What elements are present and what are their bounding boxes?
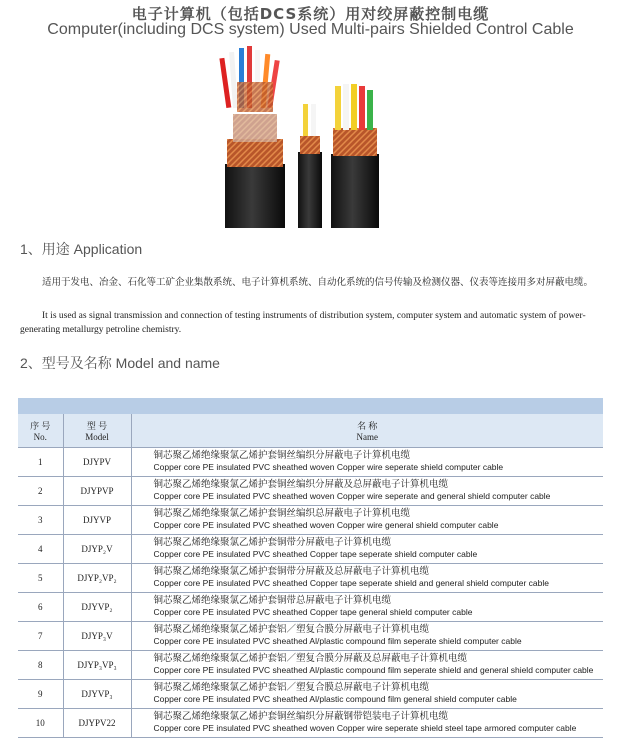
table-row	[18, 593, 603, 622]
row-model: DJYVP	[63, 506, 131, 535]
row-name-en: Copper core PE insulated PVC sheathed Al/plastic compound film seperate shield and general shield computer cable	[153, 665, 594, 675]
header-no	[18, 414, 63, 448]
header-model-en: Model	[85, 432, 109, 442]
row-no: 4	[18, 535, 63, 564]
row-name-cn: 铜芯聚乙烯绝缘聚氯乙烯护套铜带分屏蔽电子计算机电缆	[153, 538, 392, 548]
row-no: 2	[18, 477, 63, 506]
row-name-cn: 铜芯聚乙烯绝缘聚氯乙烯护套铜带总屏蔽电子计算机电缆	[153, 596, 392, 606]
row-no: 9	[18, 680, 63, 709]
row-no: 7	[18, 622, 63, 651]
row-model: DJYP₂V	[63, 535, 131, 564]
row-name-cn: 铜芯聚乙烯绝缘聚氯乙烯护套铝／塑复合膜总屏蔽电子计算机电缆	[153, 683, 430, 693]
row-no: 10	[18, 709, 63, 738]
row-name-en: Copper core PE insulated PVC sheathed woven Copper wire general shield computer cable	[153, 520, 499, 530]
model-table	[18, 398, 603, 738]
row-model: DJYVP₂	[63, 593, 131, 622]
row-name	[131, 680, 603, 709]
row-name-cn: 铜芯聚乙烯绝缘聚氯乙烯护套铜丝编织分屏蔽钢带铠装电子计算机电缆	[153, 712, 449, 722]
row-model: DJYP₃V	[63, 622, 131, 651]
row-name-cn: 铜芯聚乙烯绝缘聚氯乙烯护套铜丝编织分屏蔽电子计算机电缆	[153, 451, 411, 461]
table-row	[18, 622, 603, 651]
row-name	[131, 709, 603, 738]
table-row	[18, 535, 603, 564]
application-text-chinese: 适用于发电、冶金、石化等工矿企业集散系统、电子计算机系统、自动化系统的信号传输及检测仪器、仪表等连接用多对屏蔽电缆。	[42, 278, 594, 288]
row-name	[131, 535, 603, 564]
row-model: DJYVP₃	[63, 680, 131, 709]
row-no: 6	[18, 593, 63, 622]
header-model	[63, 414, 131, 448]
row-name-en: Copper core PE insulated PVC sheathed woven Copper wire seperate shield steel tape armored computer cable	[153, 723, 577, 733]
table-row	[18, 477, 603, 506]
row-model: DJYPV22	[63, 709, 131, 738]
row-name-en: Copper core PE insulated PVC sheathed Copper tape general shield computer cable	[153, 607, 473, 617]
row-name	[131, 564, 603, 593]
header-model-cn: 型 号	[86, 421, 108, 431]
page-title-english: Computer(including DCS system) Used Multi-pairs Shielded Control Cable	[47, 21, 574, 38]
table-band	[18, 398, 603, 414]
row-model: DJYPVP	[63, 477, 131, 506]
header-name-en: Name	[356, 432, 378, 442]
row-name-cn: 铜芯聚乙烯绝缘聚氯乙烯护套铝／塑复合膜分屏蔽电子计算机电缆	[153, 625, 430, 635]
header-no-cn: 序 号	[30, 421, 51, 431]
row-name-en: Copper core PE insulated PVC sheathed Copper tape seperate shield computer cable	[153, 549, 478, 559]
table-row	[18, 506, 603, 535]
cable-product-photo	[203, 44, 381, 228]
row-name-cn: 铜芯聚乙烯绝缘聚氯乙烯护套铜丝编织总屏蔽电子计算机电缆	[153, 509, 411, 519]
section-model-heading: 2、型号及名称 Model and name	[20, 355, 220, 371]
table-row	[18, 709, 603, 738]
row-name-en: Copper core PE insulated PVC sheathed Copper tape seperate shield and general shield computer cable	[153, 578, 549, 588]
row-name-en: Copper core PE insulated PVC sheathed woven Copper wire seperate shield computer cable	[153, 462, 504, 472]
row-name-en: Copper core PE insulated PVC sheathed woven Copper wire seperate and general shield computer cable	[153, 491, 551, 501]
table-row	[18, 680, 603, 709]
table-row	[18, 448, 603, 477]
table-row	[18, 651, 603, 680]
row-no: 8	[18, 651, 63, 680]
row-name	[131, 593, 603, 622]
header-no-en: No.	[33, 432, 47, 442]
row-name-cn: 铜芯聚乙烯绝缘聚氯乙烯护套铝／塑复合膜分屏蔽及总屏蔽电子计算机电缆	[153, 654, 468, 664]
row-name	[131, 651, 603, 680]
header-name-cn: 名 称	[357, 421, 378, 431]
row-name-cn: 铜芯聚乙烯绝缘聚氯乙烯护套铜带分屏蔽及总屏蔽电子计算机电缆	[153, 567, 430, 577]
row-name-cn: 铜芯聚乙烯绝缘聚氯乙烯护套铜丝编织分屏蔽及总屏蔽电子计算机电缆	[153, 480, 449, 490]
row-no: 1	[18, 448, 63, 477]
row-name	[131, 448, 603, 477]
row-name	[131, 506, 603, 535]
page-title-chinese: 电子计算机（包括DCS系统）用对绞屏蔽控制电缆	[131, 5, 490, 23]
section-application-heading: 1、用途 Application	[20, 241, 143, 257]
row-name	[131, 622, 603, 651]
row-name-en: Copper core PE insulated PVC sheathed Al/plastic compound film seperate shield computer cable	[153, 636, 522, 646]
row-model: DJYPV	[63, 448, 131, 477]
row-name	[131, 477, 603, 506]
row-name-en: Copper core PE insulated PVC sheathed Al/plastic compound film general shield computer cable	[153, 694, 517, 704]
row-model: DJYP₃VP₃	[63, 651, 131, 680]
row-no: 5	[18, 564, 63, 593]
row-no: 3	[18, 506, 63, 535]
application-text-english: It is used as signal transmission and connection of testing instruments of distribution system, computer system and automatic system of power-generating metallurgy petroline chemistry.	[20, 311, 586, 335]
header-name	[131, 414, 603, 448]
row-model: DJYP₂VP₂	[63, 564, 131, 593]
table-row	[18, 564, 603, 593]
table-header-row	[18, 414, 603, 448]
